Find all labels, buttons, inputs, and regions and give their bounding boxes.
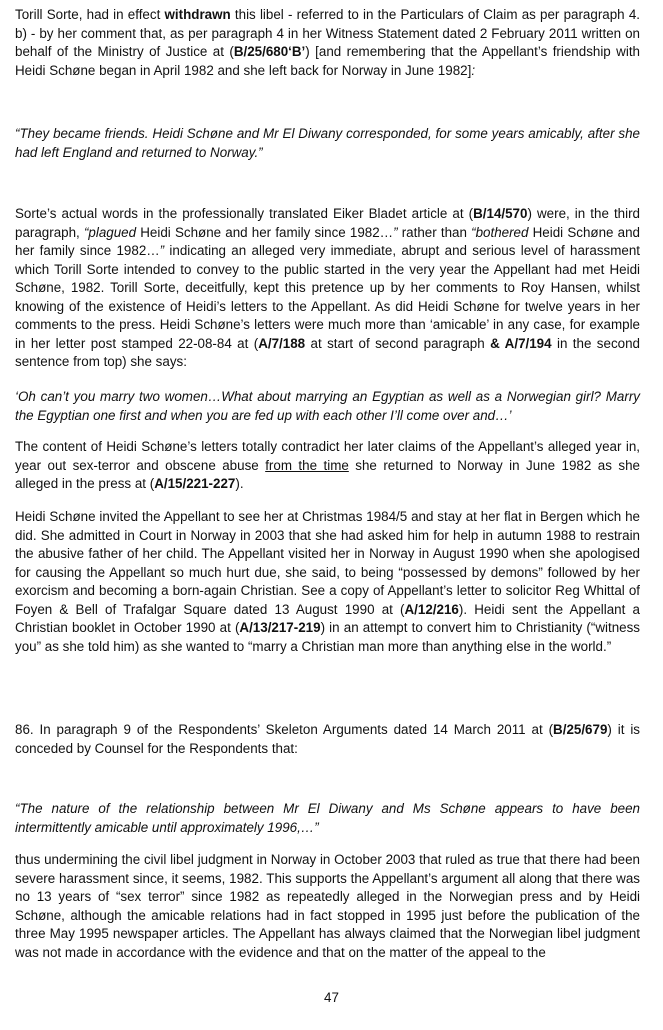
text-run: ) in an attempt to convert him to Christianity (“witness you” as she told him) as she wanted to “marry a Christian man more than anything else in the world.” [15,620,640,654]
italic-text: “plagued [83,224,137,240]
text-run: Torill Sorte, had in effect [15,7,165,22]
reference-bold: A/15/221-227 [154,476,236,491]
underlined-text: from the time [265,457,349,473]
quote-they-became-friends: “They became friends. Heidi Schøne and Mr El Diwany corresponded, for some years amicably, after she had left England and returned to Norway.” [15,126,640,160]
text-run: Heidi Schøne and her family since 1982… [15,224,640,258]
paragraph-undermining-judgment: thus undermining the civil libel judgment in Norway in October 2003 that ruled as true that there had been severe harassment since, it seems, 1982. This supports the Appellant’s argument all along that there was no 13 years of “sex terror” since 1982 as repeatedly alleged in the Norwegian press and by Heidi Schøne, although the amicable relations had in fact stopped in 1995 just before the publication of the three May 1995 newspaper articles. The Appellant has always claimed that the Norwegian libel judgment was not made in accordance with the evidence and that on the matter of the appeal to the [15,852,640,960]
quote-nature-of-relationship: “The nature of the relationship between Mr El Diwany and Ms Schøne appears to have been intermittently amicable until approximately 1996,…” [15,801,640,835]
bold-text: withdrawn [164,7,231,22]
paragraph-christmas-visit [15,508,640,656]
paragraph-letters-contradict [15,438,640,494]
text-run: ). [235,476,244,491]
text-run: ) were, in the third paragraph, [15,206,641,240]
text-run: indicating an alleged very immediate, abrupt and serious level of harassment which Torill Sorte intended to convey to the public started in the very year the Appellant had met Heidi Schøne, 1982. Torill Sorte, deceitfully, kept this pretence up by her comments to Roy Hansen, whilst knowing of the existence of Heidi’s letters to the Appellant. As did Heidi Schøne for twelve years in her comments to the press. Heidi Schøne’s letters were much more than ‘amicable’ in any case, for example in her letter post stamped 22-08-84 at ( [15,243,640,351]
page-number: 47 [324,990,339,1005]
italic-text: ” [393,224,398,240]
paragraph-86-skeleton-arguments [15,721,640,758]
text-run: ) [and remembering that the Appellant’s friendship with Heidi Schøne began in April 1982 and she left back for Norway in June 1982] [15,44,640,78]
italic-text: “bothered [471,224,529,240]
reference-bold: A/13/217-219 [239,620,321,635]
italic-text: ” [159,243,165,258]
text-run: rather than [397,224,472,240]
text-run: ) it is conceded by Counsel for the Respondents that: [15,722,641,756]
text-run: this libel - referred to in the Particulars of Claim as per paragraph 4. b) - by her comment that, as per paragraph 4 in her Witness Statement dated 2 February 2011 written on behalf of the Ministry of Justice at ( [15,7,640,59]
reference-bold: A/12/216 [404,601,459,617]
text-run: 86. In paragraph 9 of the Respondents’ Skeleton Arguments dated 14 March 2011 at ( [15,722,554,737]
text-run: Heidi Schøne invited the Appellant to see her at Christmas 1984/5 and stay at her flat in Bergen which he did. She admitted in Court in Norway in 2003 that she had asked him for help in autumn 1988 to restrain the abusive father of her child. The Appellant visited her in Norway in August 1990 when she apologised for causing the Appellant so much hurt due, she said, to being “possessed by demons” followed by her exorcism and becoming a born-again Christian. See a copy of Appellant’s letter to solicitor Reg Whittal of Foyen & Bell of Trafalgar Square dated 13 August 1990 at ( [15,509,640,617]
reference-bold: & A/7/194 [490,335,552,351]
text-run: she returned to Norway in June 1982 as she alleged in the press at ( [15,457,640,491]
paragraph-sorte-withdrawn [15,6,640,80]
quote-oh-cant-you-marry: ‘Oh can’t you marry two women…What about marrying an Egyptian as well as a Norwegian girl? Marry the Egyptian one first and when you are fed up with each other I’ll come over and…’ [15,389,640,423]
reference-bold: A/7/188 [258,335,306,351]
reference-bold: B/25/679 [553,722,608,737]
text-run: Sorte’s actual words in the professionally translated Eiker Bladet article at ( [15,206,474,221]
text-run: The content of Heidi Schøne’s letters totally contradict her later claims of the Appellant’s alleged year in, year out sex-terror and obscene abuse [15,439,640,473]
text-run: at start of second paragraph [305,335,491,351]
text-run: Heidi Schøne and her family since 1982… [136,224,394,240]
paragraph-sorte-actual-words [15,205,640,372]
reference-bold: B/25/680‘B’ [233,44,306,59]
text-run: in the second sentence from top) she says: [15,335,640,369]
text-run: ). Heidi sent the Appellant a Christian booklet in October 1990 at ( [15,601,640,635]
text-run: : [471,62,476,78]
reference-bold: B/14/570 [473,206,528,221]
